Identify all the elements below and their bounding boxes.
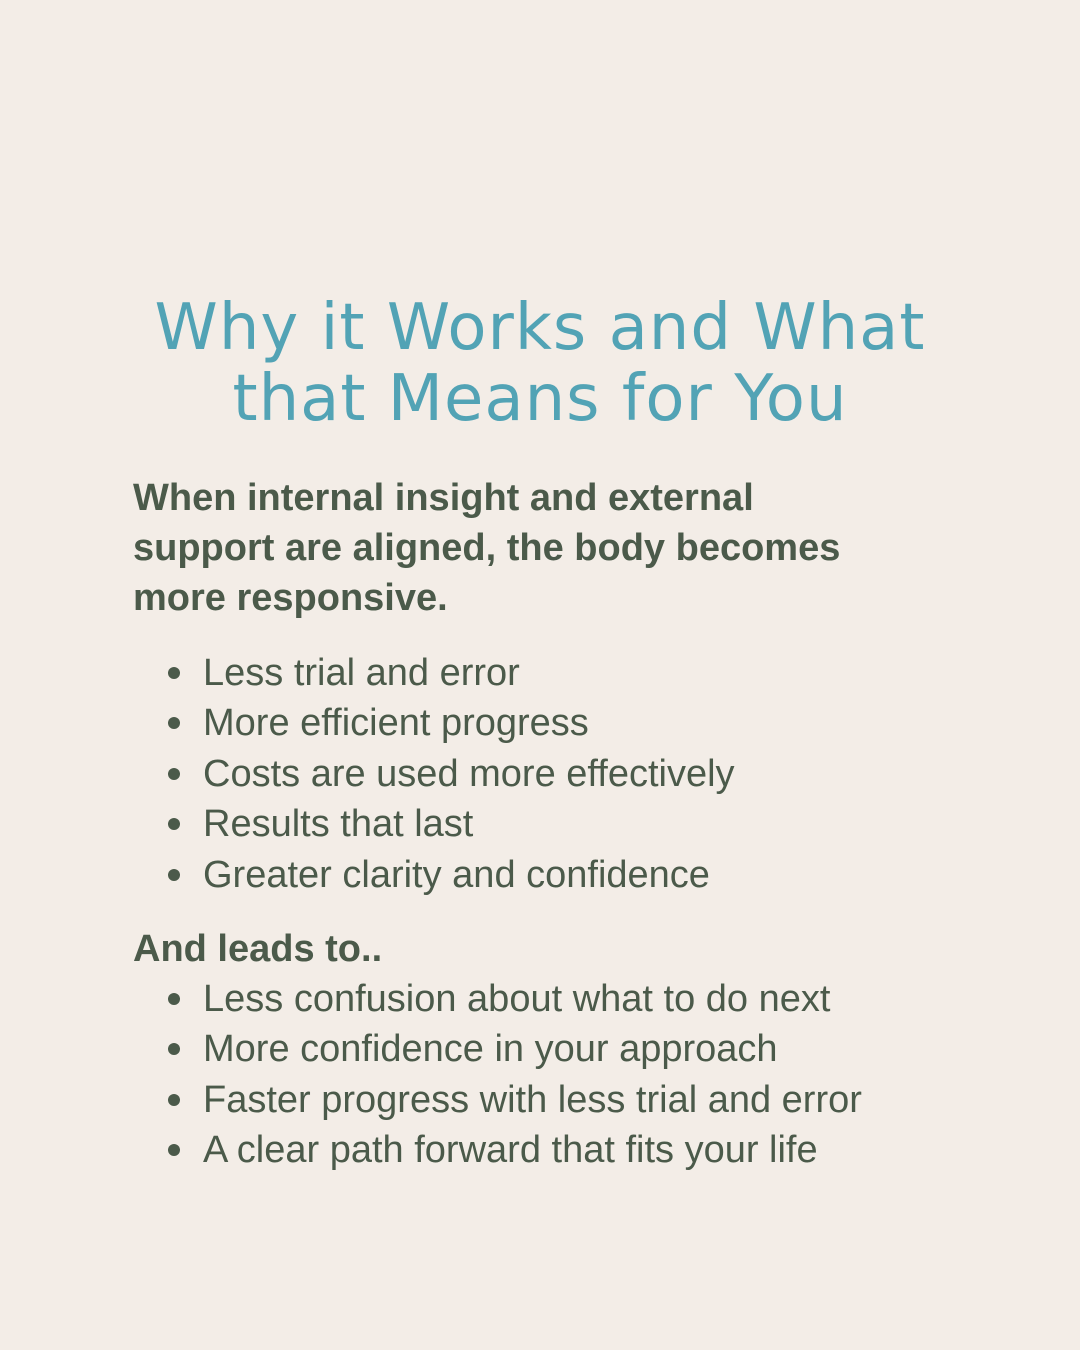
list-item	[165, 1125, 862, 1175]
bullet-icon	[168, 1043, 180, 1055]
title-line-2: that Means for You	[232, 362, 848, 436]
list-item	[165, 1075, 862, 1125]
list-item	[165, 1024, 862, 1074]
intro-line-3: more responsive.	[133, 577, 448, 619]
list-item-text: Greater clarity and confidence	[203, 853, 710, 896]
list-item	[165, 799, 735, 849]
intro-paragraph	[133, 473, 933, 623]
list-item	[165, 974, 862, 1024]
page-title	[60, 293, 1020, 435]
list-item	[165, 749, 735, 799]
list-item	[165, 648, 735, 698]
bullet-icon	[168, 869, 180, 881]
leads-list	[165, 974, 862, 1176]
intro-line-1: When internal insight and external	[133, 477, 754, 519]
bullet-icon	[168, 768, 180, 780]
bullet-icon	[168, 818, 180, 830]
list-item-text: Less trial and error	[203, 652, 520, 694]
list-item-text: Less confusion about what to do next	[203, 978, 831, 1020]
bullet-icon	[168, 993, 180, 1005]
list-item	[165, 850, 735, 900]
list-item-text: More confidence in your approach	[203, 1028, 778, 1071]
list-item-text: Faster progress with less trial and error	[203, 1078, 862, 1121]
bullet-icon	[168, 1144, 180, 1156]
leads-heading: And leads to..	[133, 928, 383, 970]
list-item-text: Costs are used more effectively	[203, 752, 735, 795]
intro-line-2: support are aligned, the body becomes	[133, 527, 841, 569]
bullet-icon	[168, 1094, 180, 1106]
title-line-1: Why it Works and What	[154, 291, 926, 365]
list-item-text: Results that last	[203, 803, 474, 846]
list-item-text: A clear path forward that fits your life	[203, 1129, 818, 1172]
list-item	[165, 698, 735, 748]
bullet-icon	[168, 667, 180, 679]
list-item-text: More efficient progress	[203, 702, 589, 745]
bullet-icon	[168, 717, 180, 729]
benefits-list	[165, 648, 735, 900]
